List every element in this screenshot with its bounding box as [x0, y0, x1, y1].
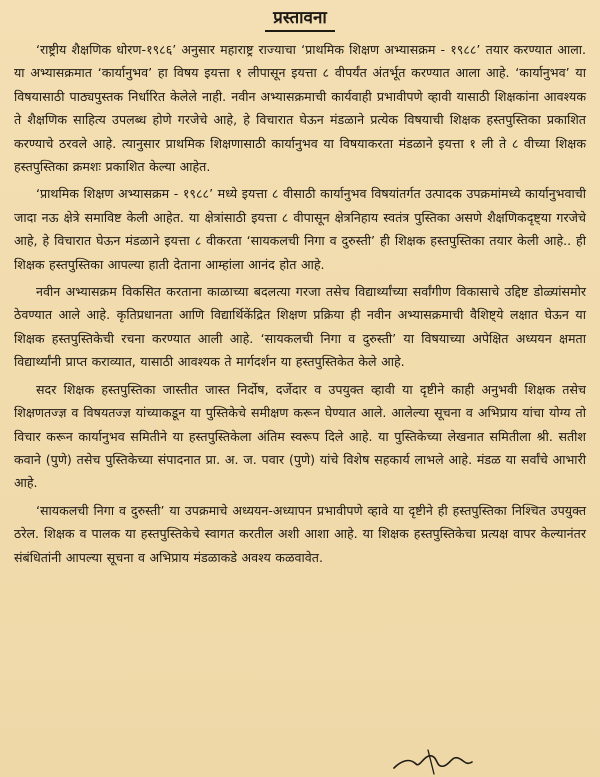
paragraph-3: नवीन अभ्यासक्रम विकसित करताना काळाच्या बदलत्या गरजा तसेच विद्यार्थ्यांच्या सर्वांगीण विकासाचे उद्दिष्ट डोळ्यांसमोर ठेवण्यात आले आहे. कृतिप्रधानता आणि विद्यार्थिकेंद्रित शिक्षण प्रक्रिया ही नवीन अभ्यासक्रमाची वैशिष्ट्ये लक्षात घेऊन या शिक्षक हस्तपुस्तिकेची रचना करण्यात आली आहे. ‘सायकलची निगा व दुरुस्ती’ या विषयाच्या अपेक्षित अध्ययन क्षमता विद्यार्थ्यांनी प्राप्त कराव्यात, यासाठी आवश्यक ते मार्गदर्शन या हस्तपुस्तिकेत केले आहे. [14, 284, 586, 370]
paragraph-2: ‘प्राथमिक शिक्षण अभ्यासक्रम - १९८८’ मध्ये इयत्ता ८ वीसाठी कार्यानुभव विषयांतर्गत उत्पादक उपक्रमांमध्ये कार्यानुभवाची जादा नऊ क्षेत्रे समाविष्ट केली आहेत. या क्षेत्रांसाठी इयत्ता ८ वीपासून क्षेत्रनिहाय स्वतंत्र पुस्तिका असणे शैक्षणिकदृष्ट्या गरजेचे आहे, हे विचारात घेऊन मंडळाने इयत्ता ८ वीकरता ‘सायकलची निगा व दुरुस्ती’ ही शिक्षक हस्तपुस्तिका तयार केली आहे.. ही शिक्षक हस्तपुस्तिका आपल्या हाती देताना आम्हांला आनंद होत आहे. [14, 186, 586, 272]
title-wrapper [14, 6, 586, 34]
page-title: प्रस्तावना [265, 6, 335, 32]
paragraph-4: सदर शिक्षक हस्तपुस्तिका जास्तीत जास्त निर्दोष, दर्जेदार व उपयुक्त व्हावी या दृष्टीने काही अनुभवी शिक्षक तसेच शिक्षणतज्ज्ञ व विषयतज्ज्ञ यांच्याकडून या पुस्तिकेचे समीक्षण करून घेण्यात आले. आलेल्या सूचना व अभिप्राय यांचा योग्य तो विचार करून कार्यानुभव समितीने या हस्तपुस्तिकेला अंतिम स्वरूप दिले आहे. या पुस्तिकेच्या लेखनात समितीला श्री. सतीश कवाने (पुणे) तसेच पुस्तिकेच्या संपादनात प्रा. अ. ज. पवार (पुणे) यांचे विशेष सहकार्य लाभले आहे. मंडळ या सर्वांचे आभारी आहे. [14, 381, 586, 491]
paragraph-5: ‘सायकलची निगा व दुरुस्ती’ या उपक्रमाचे अध्ययन-अध्यापन प्रभावीपणे व्हावे या दृष्टीने ही हस्तपुस्तिका निश्चित उपयुक्त ठरेल. शिक्षक व पालक या हस्तपुस्तिकेचे स्वागत करतील अशी आशा आहे. या शिक्षक हस्तपुस्तिकेचा प्रत्यक्ष वापर केल्यानंतर संबंधितांनी आपल्या सूचना व अभिप्राय मंडळाकडे अवश्य कळवावेत. [14, 502, 586, 565]
signature-icon [388, 744, 478, 776]
paragraph-1: ‘राष्ट्रीय शैक्षणिक धोरण-१९८६’ अनुसार महाराष्ट्र राज्याचा ‘प्राथमिक शिक्षण अभ्यासक्रम - १९८८’ तयार करण्यात आला. या अभ्यासक्रमात ‘कार्यानुभव’ हा विषय इयत्ता १ लीपासून इयत्ता ८ वीपर्यंत अंतर्भूत करण्यात आला आहे. ‘कार्यानुभव’ या विषयासाठी पाठ्यपुस्तक निर्धारित केलेले नाही. नवीन अभ्यासक्रमाची कार्यवाही प्रभावीपणे व्हावी यासाठी शिक्षकांना आवश्यक ते शैक्षणिक साहित्य उपलब्ध होणे गरजेचे आहे, हे विचारात घेऊन मंडळाने प्रत्येक विषयाची शिक्षक हस्तपुस्तिका प्रकाशित करण्याचे ठरवले आहे. त्यानुसार प्राथमिक शिक्षणासाठी कार्यानुभव या विषयाकरता मंडळाने इयत्ता १ ली ते ८ वीच्या शिक्षक हस्तपुस्तिका क्रमशः प्रकाशित केल्या आहेत. [14, 42, 586, 175]
